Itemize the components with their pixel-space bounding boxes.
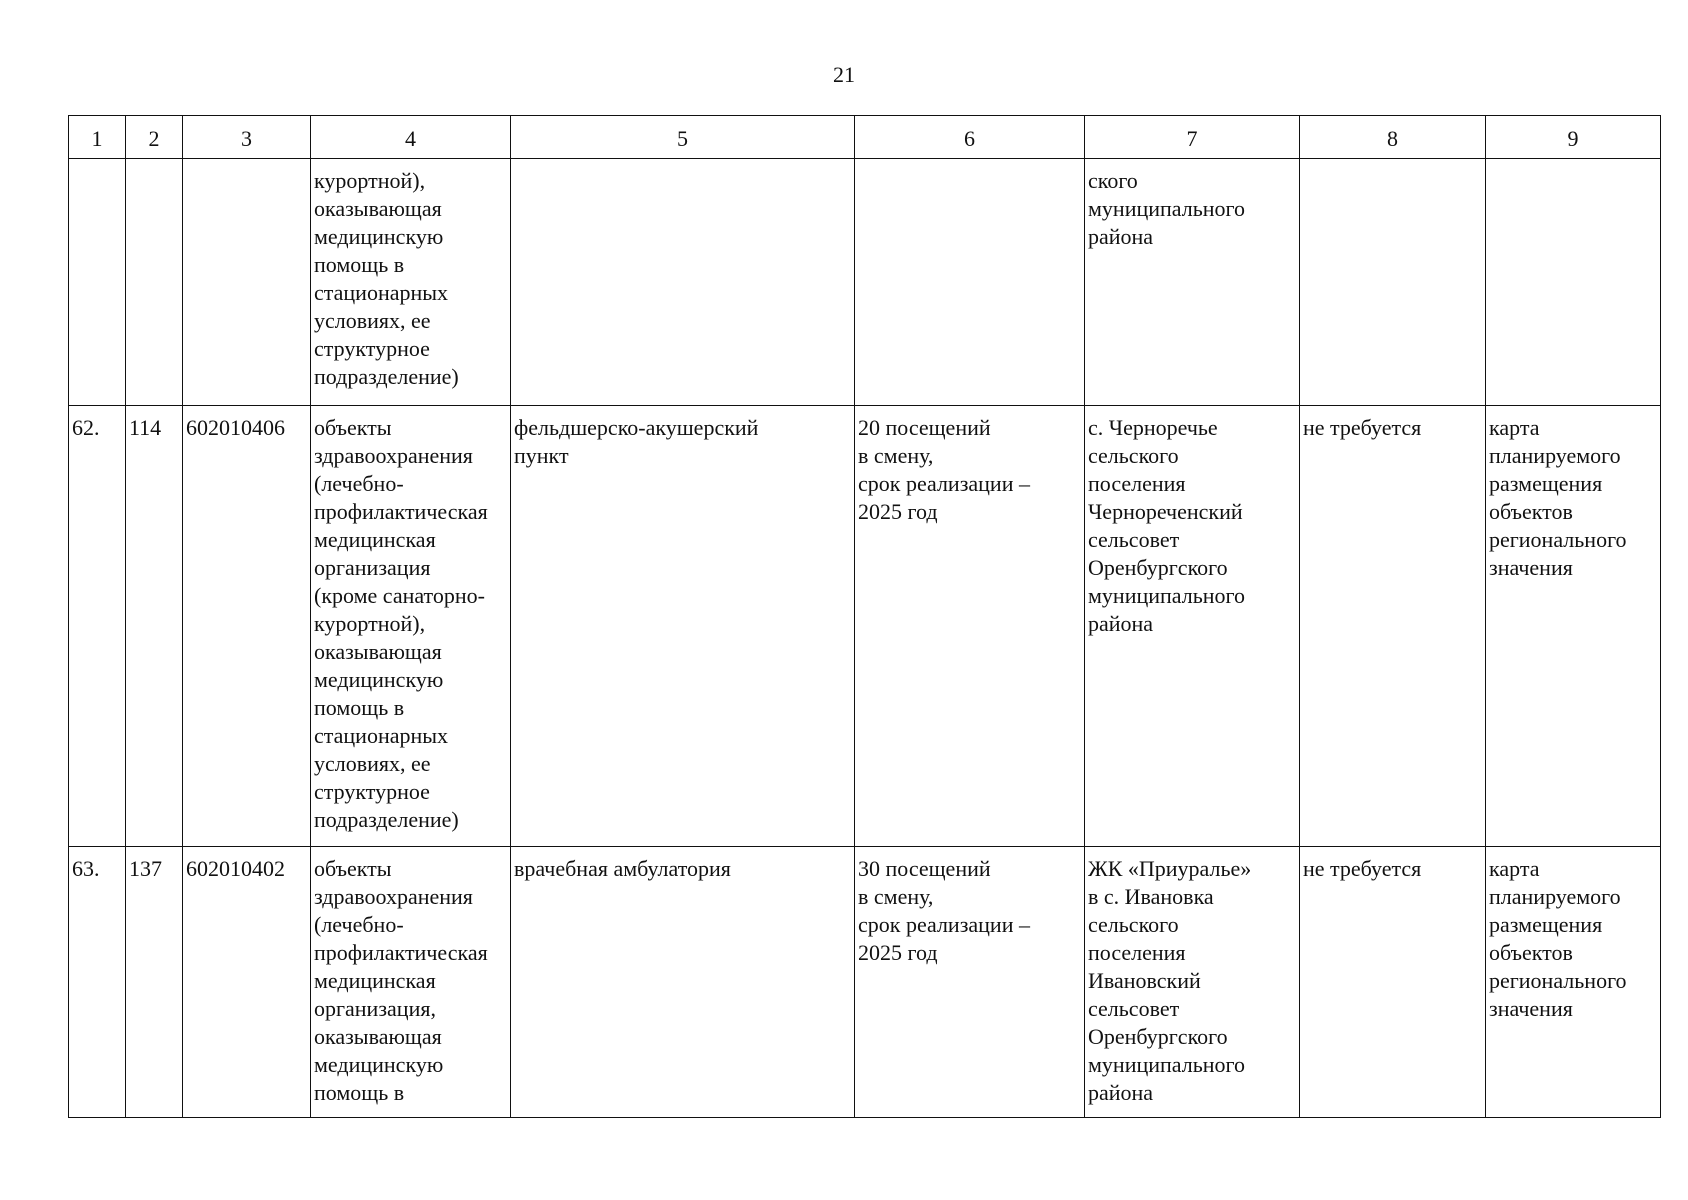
column-header: 8: [1300, 116, 1486, 159]
row-number-cell: 62.: [69, 406, 126, 847]
table-cell: [126, 159, 183, 406]
table-cell: [183, 159, 311, 406]
table-cell: [855, 159, 1085, 406]
table-cell: 114: [126, 406, 183, 847]
table-cell: карта планируемого размещения объектов регионального значения: [1486, 406, 1661, 847]
code-cell: 602010406: [183, 406, 311, 847]
table-cell: [1300, 159, 1486, 406]
table-cell: не требуется: [1300, 847, 1486, 1118]
column-header: 3: [183, 116, 311, 159]
objects-table: [68, 115, 1661, 1118]
table-row: [69, 406, 1661, 847]
column-header: 7: [1085, 116, 1300, 159]
column-header: 9: [1486, 116, 1661, 159]
table-cell: врачебная амбулатория: [511, 847, 855, 1118]
code-cell: 602010402: [183, 847, 311, 1118]
table-header-row: [69, 116, 1661, 159]
table-cell: объекты здравоохранения (лечебно- профилактическая медицинская организация, оказывающая медицинскую помощь в: [311, 847, 511, 1118]
table-cell: 20 посещений в смену, срок реализации – 2025 год: [855, 406, 1085, 847]
table-cell: объекты здравоохранения (лечебно- профилактическая медицинская организация (кроме санаторно- курортной), оказывающая медицинскую помощь в стационарных условиях, ее структурное подразделение): [311, 406, 511, 847]
table-cell: фельдшерско-акушерский пункт: [511, 406, 855, 847]
column-header: 2: [126, 116, 183, 159]
table-row: [69, 847, 1661, 1118]
table-row: [69, 159, 1661, 406]
table-cell: курортной), оказывающая медицинскую помощь в стационарных условиях, ее структурное подразделение): [311, 159, 511, 406]
column-header: 5: [511, 116, 855, 159]
column-header: 1: [69, 116, 126, 159]
table-cell: не требуется: [1300, 406, 1486, 847]
column-header: 6: [855, 116, 1085, 159]
table-cell: ского муниципального района: [1085, 159, 1300, 406]
column-header: 4: [311, 116, 511, 159]
row-number-cell: 63.: [69, 847, 126, 1118]
table-cell: [511, 159, 855, 406]
table-cell: ЖК «Приуралье» в с. Ивановка сельского поселения Ивановский сельсовет Оренбургского муниципального района: [1085, 847, 1300, 1118]
table-cell: [69, 159, 126, 406]
table-cell: карта планируемого размещения объектов регионального значения: [1486, 847, 1661, 1118]
table-cell: [1486, 159, 1661, 406]
page-number: 21: [833, 62, 855, 87]
table-cell: с. Черноречье сельского поселения Черноречeнский сельсовет Оренбургского муниципального района: [1085, 406, 1300, 847]
table-cell: 137: [126, 847, 183, 1118]
table-cell: 30 посещений в смену, срок реализации – 2025 год: [855, 847, 1085, 1118]
